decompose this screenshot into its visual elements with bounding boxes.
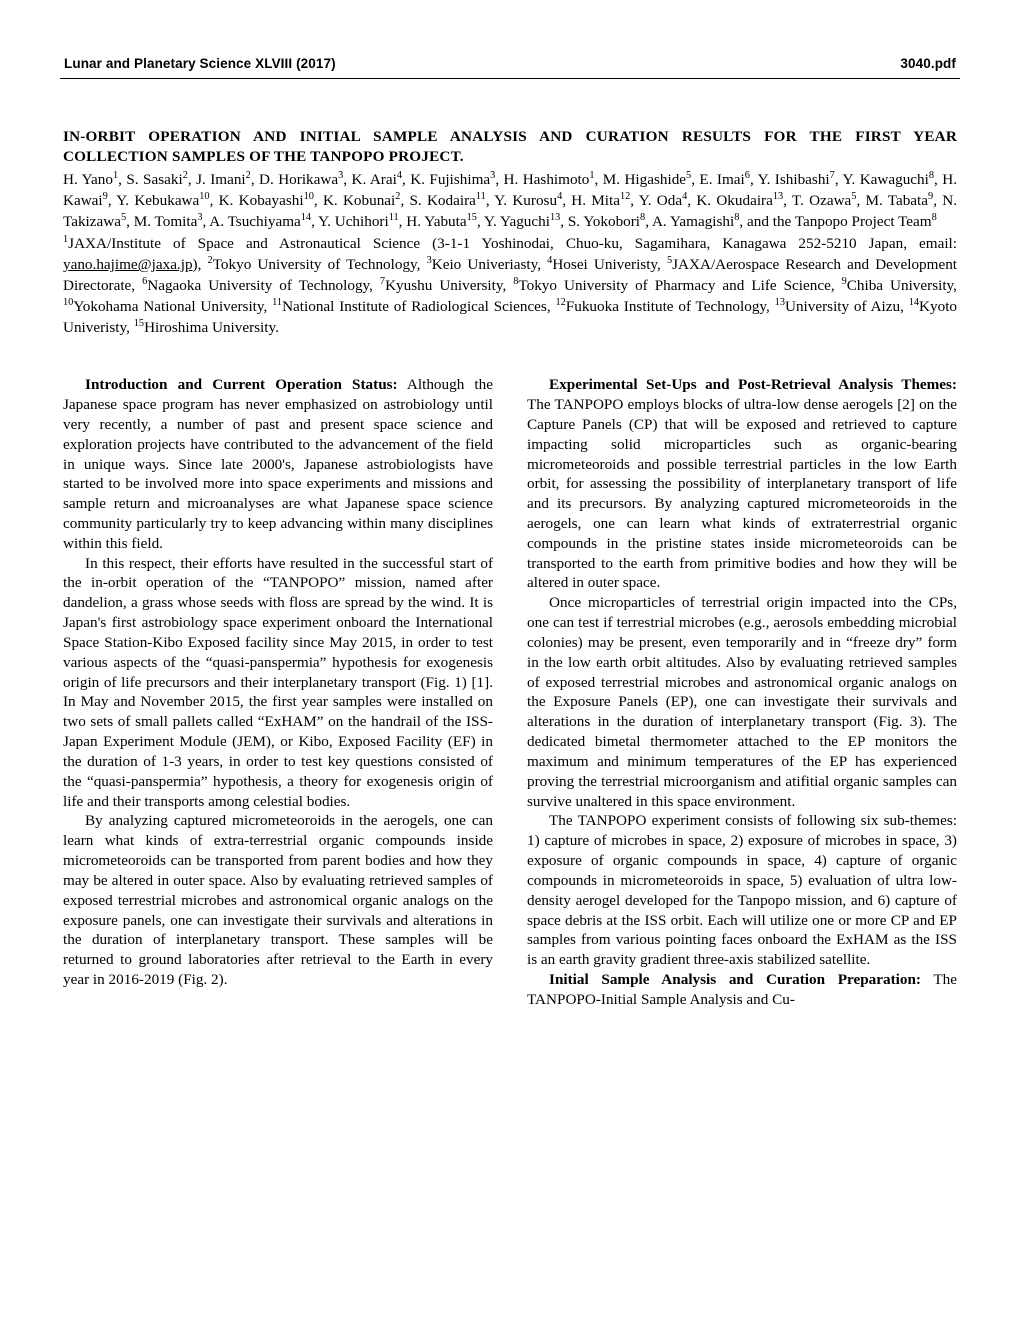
paragraph-text: In this respect, their efforts have resulted in the successful start of the in-orbit operation of the “TANPOPO” mission, named after dandelion, a grass whose seeds with floss are spread by the wind. It is Japan's first astrobiology space experiment onboard the International Space Station-Kibo Exposed facility since May 2015, in order to test various aspects of the “quasi-panspermia” hypothesis for exogenesis origin of life precursors and their interplanetary transport (Fig. 1) [1]. In May and November 2015, the first year samples were installed on two sets of small pallets called “ExHAM” on the handrail of the ISS-Japan Experiment Module (JEM), or Kibo, Exposed Facility (EF) in the duration of 1-3 years, in order to test key questions consisted of the “quasi-panspermia” hypothesis, a theory for exogenesis origin of life and their transports among celestial bodies.: [63, 554, 493, 810]
paragraph-text: The TANPOPO employs blocks of ultra-low dense aerogels [2] on the Capture Panels (CP) that will be exposed and retrieved to capture impacting solid microparticles such as organic-bearing micrometeoroids and possible terrestrial particles in the low Earth orbit, for assessing the possibility of interplanetary transport of life and its precursors. By analyzing captured micrometeoroids in the aerogels, one can learn what kinds of extraterrestrial organic compounds in the pristine states inside micrometeoroids can be transported to the earth from primitive bodies and how they will be altered in outer space.: [527, 396, 957, 592]
section-heading-introduction: Introduction and Current Operation Status:: [85, 376, 398, 394]
running-head-right: 3040.pdf: [900, 56, 956, 71]
affiliation-list: $^1$JAXA/Institute of Space and Astronautical Science (3-1-1 Yoshinodai, Chuo-ku, Sagamihara, Kanagawa 252-5210 Japan, email: yano.hajime@jaxa.jp), $^2$Tokyo University of Technology, $^3$Keio Univeriasty, $^4$Hosei Univeristy, $^5$JAXA/Aerospace Research and Development Directorate, $^6$Nagaoka University of Technology, $^7$Kyushu University, $^8$Tokyo University of Pharmacy and Life Science, $^9$Chiba University, $^{10}$Yokohama National University, $^{11}$National Institute of Radiological Sciences, $^{12}$Fukuoka Institute of Technology, $^{13}$University of Aizu, $^{14}$Kyoto Univeristy, $^{15}$Hiroshima University.: [63, 234, 958, 337]
running-head-left: Lunar and Planetary Science XLVIII (2017): [64, 56, 336, 71]
running-head: [60, 56, 960, 71]
paragraph-text: By analyzing captured micrometeoroids in the aerogels, one can learn what kinds of extra-terrestrial organic compounds inside micrometeoroids can be transported from parent bodies and how they may be altered in outer space. Also by evaluating retrieved samples of exposed terrestrial microbes and astronomical organic analogs on the exposure panels, one can investigate their survivals and alterations in the duration of interplanetary transport. These samples will be returned to ground laboratories after retrieval to the Earth in every year in 2016-2019 (Fig. 2).: [63, 812, 493, 989]
paragraph-text: Although the Japanese space program has never emphasized on astrobiology until very recently, a number of past and present space science and exploration projects have contributed to the advancement of the field in unique ways. Since late 2000's, Japanese astrobiologists have started to be involved more into space experiments and missions and sample return and microanalyses are what Japanese space science community particularly try to keep advancing within many disciplines within this field.: [63, 376, 493, 552]
header-rule: [60, 78, 960, 79]
section-heading-experimental-setups: Experimental Set-Ups and Post-Retrieval Analysis Themes:: [549, 376, 957, 394]
paragraph: [63, 554, 493, 812]
paragraph-text: The TANPOPO-Initial Sample Analysis and Cu-: [527, 971, 957, 1008]
left-column: [63, 375, 493, 1010]
paragraph: [63, 811, 493, 989]
paragraph-text: Once microparticles of terrestrial origin impacted into the CPs, one can test if terrestrial microbes (e.g., aerosols embedding microbial colonies) may be present, even temporarily and in “freeze dry” form in the low earth orbit altitudes. Also by evaluating retrieved samples of exposed terrestrial microbes and astronomical organic analogs on the Exposure Panels (EP), one can investigate their survivals and alterations in the duration of interplanetary transport (Fig. 3). The dedicated bimetal thermometer attached to the EP monitors the maximum and minimum temperatures of the EP has experienced proving the terrestrial microorganism and atifitial organic samples can survive unaltered in this space environment.: [527, 594, 957, 810]
author-list: H. Yano$^1$, S. Sasaki$^2$, J. Imani$^2$, D. Horikawa$^3$, K. Arai$^4$, K. Fujishima$^3$, H. Hashimoto$^1$, M. Higashide$^5$, E. Imai$^6$, Y. Ishibashi$^7$, Y. Kawaguchi$^8$, H. Kawai$^9$, Y. Kebukawa$^{10}$, K. Kobayashi$^{10}$, K. Kobunai$^2$, S. Kodaira$^{11}$, Y. Kurosu$^4$, H. Mita$^{12}$, Y. Oda$^4$, K. Okudaira$^{13}$, T. Ozawa$^5$, M. Tabata$^9$, N. Takizawa$^5$, M. Tomita$^3$, A. Tsuchiyama$^{14}$, Y. Uchihori$^{11}$, H. Yabuta$^{15}$, Y. Yaguchi$^{13}$, S. Yokobori$^8$, A. Yamagishi$^8$, and the Tanpopo Project Team$^8$: [63, 170, 958, 231]
contact-email-link[interactable]: yano.hajime@jaxa.jp: [63, 256, 193, 274]
section-heading-initial-sample-analysis: Initial Sample Analysis and Curation Preparation:: [549, 971, 921, 989]
paragraph: [63, 375, 493, 553]
paragraph: [527, 593, 957, 811]
paragraph: [527, 811, 957, 970]
page-title: IN-ORBIT OPERATION AND INITIAL SAMPLE ANALYSIS AND CURATION RESULTS FOR THE FIRST YEAR COLLECTION SAMPLES OF THE TANPOPO PROJECT.: [63, 128, 957, 166]
title-block: [60, 127, 960, 339]
paragraph: [527, 375, 957, 593]
right-column: [527, 375, 957, 1010]
paragraph-text: The TANPOPO experiment consists of following six sub-themes: 1) capture of microbes in space, 2) exposure of microbes in space, 3) exposure of organic compounds in space, 4) capture of organic compounds in micrometeoroids in space, 5) evaluation of ultra low-density aerogel developed for the Tanpopo mission, and 6) capture of space debris at the ISS orbit. Each will utilize one or more CP and EP samples from various pointing faces onboard the ExHAM as the ISS is an earth gravity gradient three-axis stabilized satellite.: [527, 812, 957, 969]
body-columns: [60, 375, 960, 1010]
paragraph: [527, 970, 957, 1010]
